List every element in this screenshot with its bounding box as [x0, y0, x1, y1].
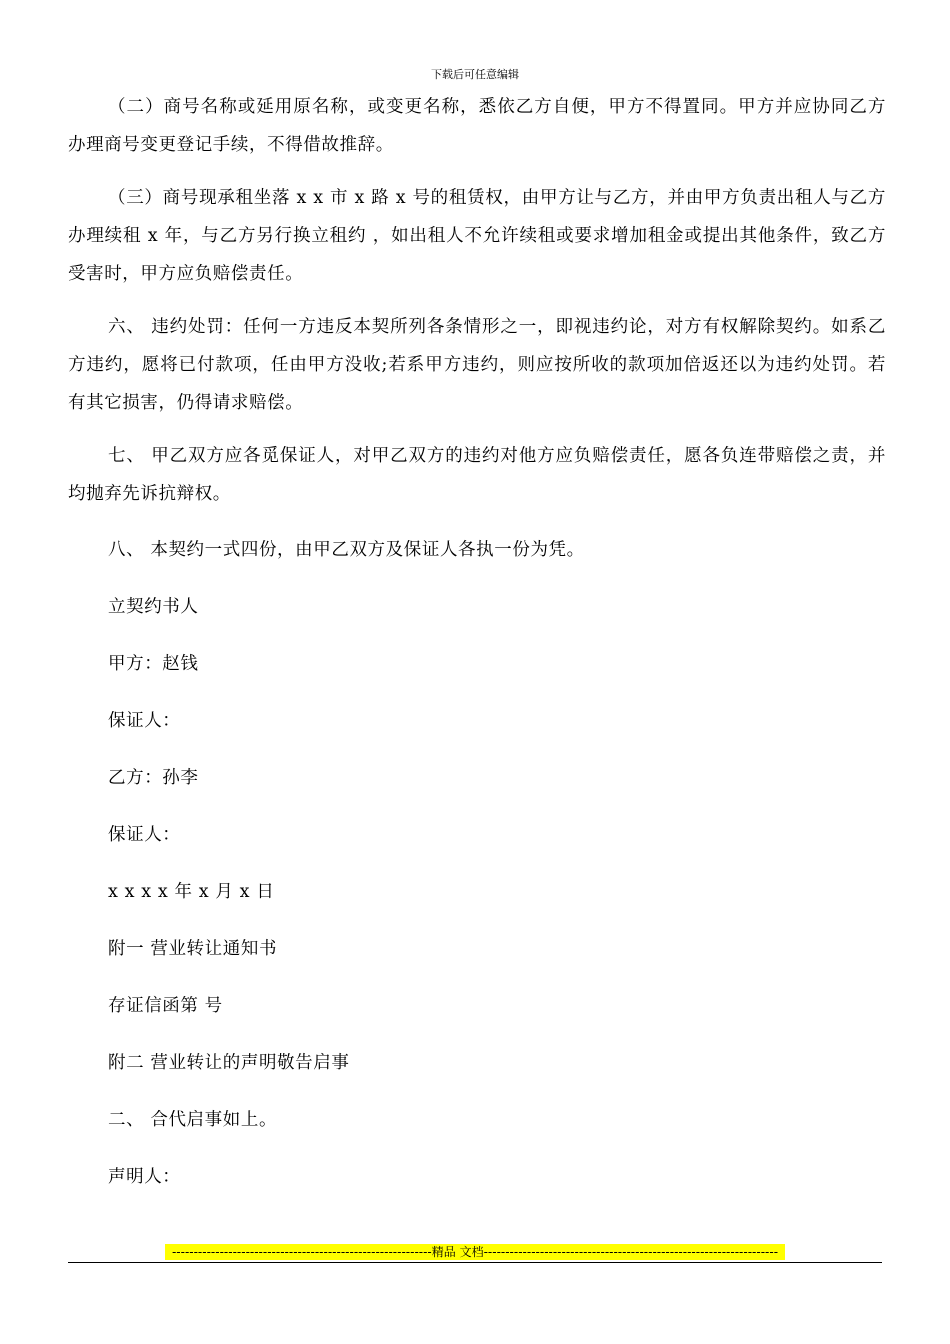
line-guarantor-b: 保证人： [108, 825, 181, 845]
line-certified-letter: 存证信函第 号 [108, 996, 223, 1016]
line-guarantor-a: 保证人： [108, 711, 181, 731]
line-signatories-title: 立契约书人 [108, 597, 199, 617]
line-copies: 八、 本契约一式四份，由甲乙双方及保证人各执一份为凭。 [108, 540, 585, 560]
line-date: x x x x 年 x 月 x 日 [108, 882, 275, 902]
paragraph-guarantor: 七、 甲乙双方应各觅保证人，对甲乙双方的违约对他方应负赔偿责任，愿各负连带赔偿之责，并均抛弃先诉抗辩权。 [68, 446, 886, 504]
footer-banner: ------------------------------------------------------------精品 文档-------------------------------------------------------------------- [165, 1244, 785, 1260]
line-party-b: 乙方：孙李 [108, 768, 199, 788]
line-appendix-1: 附一 营业转让通知书 [108, 939, 278, 959]
line-appendix-2: 附二 营业转让的声明敬告启事 [108, 1053, 350, 1073]
paragraph-clause-2: （二）商号名称或延用原名称，或变更名称，悉依乙方自便，甲方不得置同。甲方并应协同乙方办理商号变更登记手续，不得借故推辞。 [68, 97, 886, 155]
paragraph-clause-3: （三）商号现承租坐落 x x 市 x 路 x 号的租赁权，由甲方让与乙方，并由甲方负责出租人与乙方办理续租 x 年，与乙方另行换立租约 ，如出租人不允许续租或要求增加租金或提出其他条件，致乙方受害时，甲方应负赔偿责任。 [68, 188, 886, 284]
line-declarant: 声明人： [108, 1167, 181, 1187]
line-party-a: 甲方：赵钱 [108, 654, 199, 674]
footer-divider [68, 1262, 882, 1263]
paragraph-breach-penalty: 六、 违约处罚：任何一方违反本契所列各条情形之一，即视违约论，对方有权解除契约。如系乙方违约，愿将已付款项，任由甲方没收;若系甲方违约，则应按所收的款项加倍返还以为违约处罚。若有其它损害，仍得请求赔偿。 [68, 317, 886, 413]
header-note: 下载后可任意编辑 [431, 68, 519, 81]
line-joint-notice: 二、 合代启事如上。 [108, 1110, 278, 1130]
document-body [68, 88, 886, 1215]
